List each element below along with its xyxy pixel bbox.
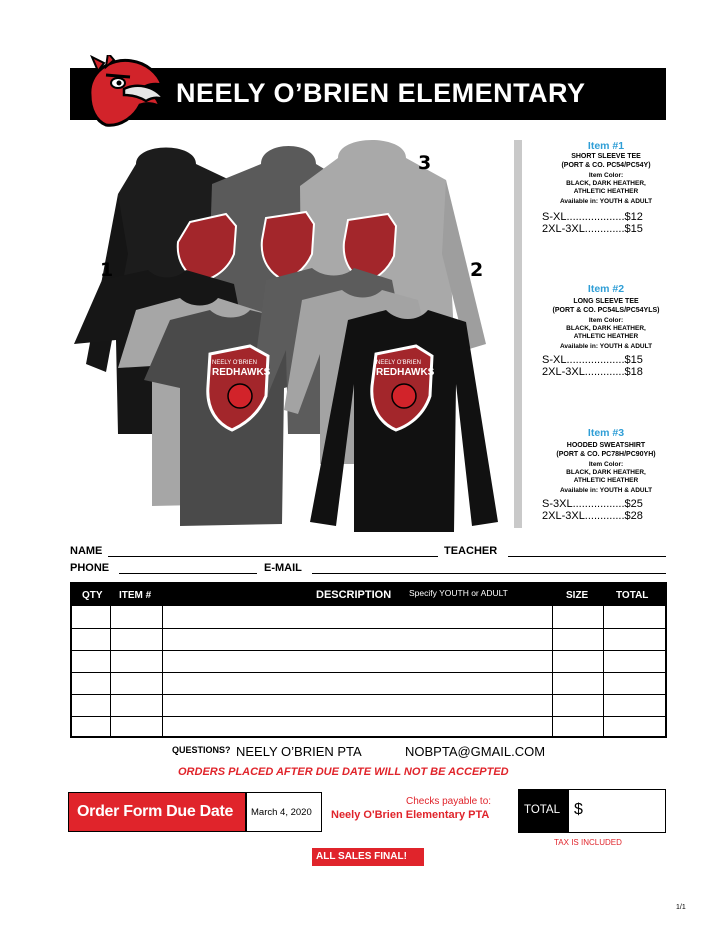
table-row-divider	[72, 694, 665, 695]
table-row-divider	[72, 628, 665, 629]
contact-email[interactable]: NOBPTA@GMAIL.COM	[405, 744, 546, 759]
school-title: NEELY O’BRIEN ELEMENTARY	[176, 78, 586, 108]
tee-print-large: REDHAWKS	[212, 367, 271, 378]
item-colors-line2: ATHLETIC HEATHER	[573, 333, 639, 340]
phone-field[interactable]	[119, 573, 257, 574]
item-colors-line1: BLACK, DARK HEATHER,	[566, 469, 646, 476]
item-title: Item #2	[587, 283, 625, 295]
description-note: Specify YOUTH or ADULT	[409, 588, 508, 598]
dollar-sign: $	[574, 801, 583, 818]
name-label: NAME	[70, 545, 103, 557]
table-row-divider	[72, 650, 665, 651]
item-colors-line1: BLACK, DARK HEATHER,	[566, 180, 646, 187]
item-badge-3: 3	[418, 152, 432, 174]
item-price-line1: S-XL...................$12	[542, 211, 643, 223]
item-number-header: ITEM #	[119, 590, 152, 601]
item-availability: Available in: YOUTH & ADULT	[559, 487, 653, 494]
total-box[interactable]	[518, 789, 666, 833]
all-sales-final-text: ALL SALES FINAL!	[316, 851, 407, 862]
item-colors-line2: ATHLETIC HEATHER	[573, 188, 639, 195]
item-info-1	[526, 140, 686, 235]
long-sleeve-print-large: REDHAWKS	[376, 367, 435, 378]
item-availability: Available in: YOUTH & ADULT	[559, 343, 653, 350]
apparel-product-photo	[66, 134, 506, 534]
size-header: SIZE	[566, 590, 589, 601]
item-info-3	[526, 427, 686, 522]
due-date-value: March 4, 2020	[251, 807, 312, 818]
item-name: HOODED SWEATSHIRT	[566, 442, 646, 449]
item-info-2	[526, 283, 686, 378]
item-model: (PORT & CO. PC54LS/PC54YLS)	[552, 307, 660, 314]
item-price-line2: 2XL-3XL.............$28	[542, 510, 643, 522]
phone-label: PHONE	[70, 562, 110, 574]
item-title: Item #1	[587, 140, 625, 152]
item-color-label: Item Color:	[588, 461, 624, 468]
item-color-label: Item Color:	[588, 172, 624, 179]
total-label: TOTAL	[524, 804, 560, 816]
item-colors-line1: BLACK, DARK HEATHER,	[566, 325, 646, 332]
item-column-divider	[514, 140, 522, 528]
item-badge-1: 1	[100, 259, 114, 281]
order-table	[70, 582, 667, 738]
item-name: LONG SLEEVE TEE	[573, 298, 639, 305]
late-order-warning: ORDERS PLACED AFTER DUE DATE WILL NOT BE ACCEPTED	[178, 766, 509, 778]
item-price-line1: S-3XL.................$25	[542, 498, 643, 510]
questions-label: QUESTIONS?	[172, 745, 231, 755]
item-colors-line2: ATHLETIC HEATHER	[573, 477, 639, 484]
item-title: Item #3	[587, 427, 625, 439]
item-availability: Available in: YOUTH & ADULT	[559, 198, 653, 205]
item-name: SHORT SLEEVE TEE	[571, 153, 641, 160]
table-row-divider	[72, 716, 665, 717]
tee-print-small: NEELY O'BRIEN	[212, 360, 257, 366]
checks-payable-name: Neely O'Brien Elementary PTA	[331, 809, 490, 821]
due-date-label: Order Form Due Date	[77, 803, 234, 820]
email-label: E-MAIL	[264, 562, 302, 574]
due-date-box	[246, 792, 322, 832]
due-date-banner	[68, 792, 246, 832]
contact-name: NEELY O’BRIEN PTA	[236, 744, 362, 759]
item-color-label: Item Color:	[588, 317, 624, 324]
name-field[interactable]	[108, 556, 438, 557]
teacher-label: TEACHER	[444, 545, 498, 557]
item-price-line2: 2XL-3XL.............$15	[542, 223, 643, 235]
teacher-field[interactable]	[508, 556, 666, 557]
qty-header: QTY	[82, 590, 103, 601]
item-model: (PORT & CO. PC54/PC54Y)	[561, 162, 651, 169]
description-header: DESCRIPTION	[316, 589, 392, 601]
all-sales-final-badge	[312, 848, 424, 866]
item-model: (PORT & CO. PC78H/PC90YH)	[556, 451, 656, 458]
item-price-line1: S-XL...................$15	[542, 354, 643, 366]
page-number: 1/1	[676, 904, 686, 911]
email-field[interactable]	[312, 573, 666, 574]
item-price-line2: 2XL-3XL.............$18	[542, 366, 643, 378]
redhawk-mascot-logo	[84, 55, 168, 135]
table-row-divider	[72, 672, 665, 673]
checks-payable-label: Checks payable to:	[406, 796, 492, 807]
long-sleeve-print-small: NEELY O'BRIEN	[376, 360, 421, 366]
total-header: TOTAL	[616, 590, 649, 601]
tax-note: TAX IS INCLUDED	[554, 838, 622, 847]
item-badge-2: 2	[470, 259, 484, 281]
